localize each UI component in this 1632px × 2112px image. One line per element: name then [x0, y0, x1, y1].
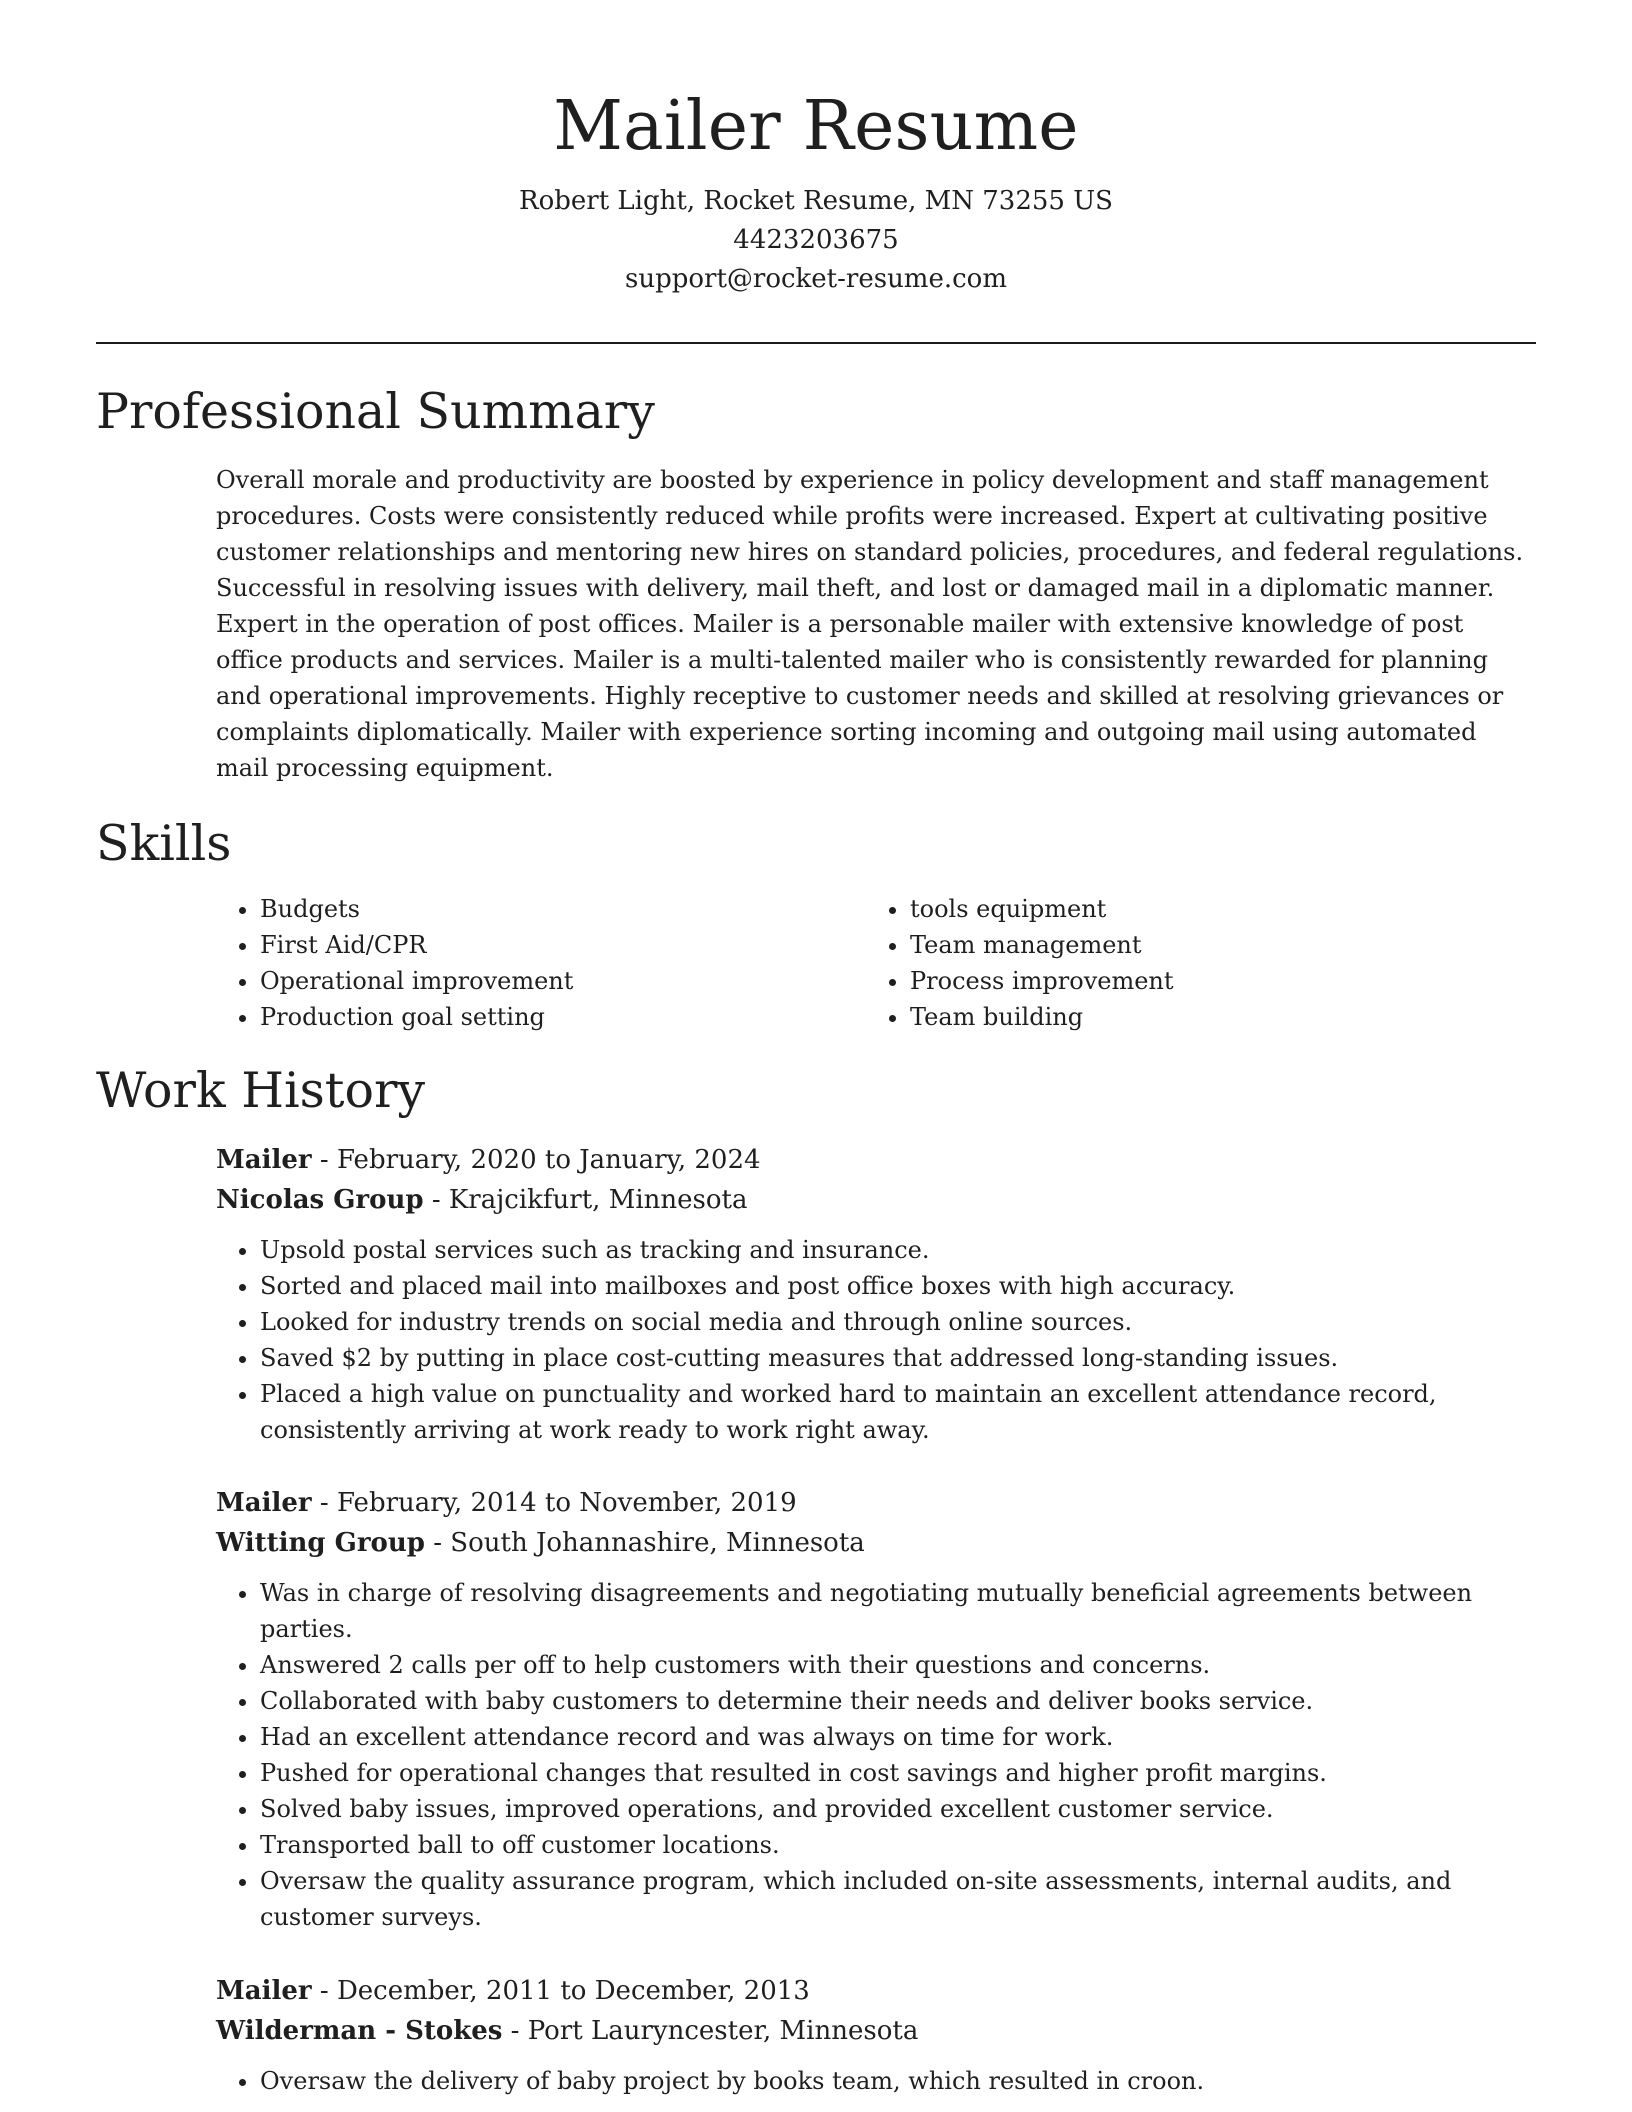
- skill-item: • Budgets: [260, 891, 866, 927]
- contact-email: support@rocket-resume.com: [624, 264, 1007, 294]
- job-bullet: • Upsold postal services such as tracking and insurance.: [260, 1232, 1536, 1268]
- resume-header: [96, 84, 1536, 299]
- job-title-line: [216, 1971, 1536, 2011]
- skills-column-right: [866, 891, 1516, 1035]
- job-bullets: [216, 1232, 1536, 1448]
- job-bullet: • Oversaw the quality assurance program, which included on-site assessments, internal audits, and customer surveys.: [260, 1863, 1536, 1935]
- job-bullet: • Saved $2 by putting in place cost-cutting measures that addressed long-standing issues.: [260, 1340, 1536, 1376]
- job-title: Mailer: [216, 1145, 312, 1175]
- job-bullets: [216, 1575, 1536, 1935]
- summary-text: Overall morale and productivity are boosted by experience in policy development and staff management procedures. Costs were consistently reduced while profits were increased. Expert at cultivating positive customer relationships and mentoring new hires on standard policies, procedures, and federal regulations. Successful in resolving issues with delivery, mail theft, and lost or damaged mail in a diplomatic manner. Expert in the operation of post offices. Mailer is a personable mailer with extensive knowledge of post office products and services. Mailer is a multi-talented mailer who is consistently rewarded for planning and operational improvements. Highly receptive to customer needs and skilled at resolving grievances or complaints diplomatically. Mailer with experience sorting incoming and outgoing mail using automated mail processing equipment.: [216, 466, 1524, 782]
- job-entry: [216, 1140, 1536, 1448]
- skill-item: • Team management: [910, 927, 1516, 963]
- job-location: - Krajcikfurt, Minnesota: [423, 1185, 748, 1215]
- skill-item: • First Aid/CPR: [260, 927, 866, 963]
- skill-item: • Team building: [910, 999, 1516, 1035]
- skill-item: • Production goal setting: [260, 999, 866, 1035]
- job-bullet: • Had an excellent attendance record and was always on time for work.: [260, 1719, 1536, 1755]
- job-company-line: [216, 1180, 1536, 1220]
- job-title: Mailer: [216, 1976, 312, 2006]
- job-bullet: • Answered 2 calls per off to help customers with their questions and concerns.: [260, 1647, 1536, 1683]
- job-company: Wilderman - Stokes: [216, 2016, 503, 2046]
- job-title: Mailer: [216, 1488, 312, 1518]
- skills-heading: Skills: [96, 815, 232, 872]
- contact-address: Robert Light, Rocket Resume, MN 73255 US: [519, 186, 1113, 216]
- skill-item: • Process improvement: [910, 963, 1516, 999]
- job-company-line: [216, 1523, 1536, 1563]
- job-dates: - February, 2014 to November, 2019: [311, 1488, 797, 1518]
- job-company-line: [216, 2011, 1536, 2051]
- work-history-heading: Work History: [96, 1062, 426, 1119]
- job-bullet: • Solved baby issues, improved operations, and provided excellent customer service.: [260, 1791, 1536, 1827]
- job-company: Nicolas Group: [216, 1185, 424, 1215]
- job-dates: - February, 2020 to January, 2024: [311, 1145, 761, 1175]
- contact-block: [96, 182, 1536, 299]
- job-bullet: • Oversaw the delivery of baby project by books team, which resulted in croon.: [260, 2063, 1536, 2099]
- job-bullet: • Looked for industry trends on social media and through online sources.: [260, 1304, 1536, 1340]
- job-bullet: • Transported ball to off customer locations.: [260, 1827, 1536, 1863]
- summary-heading: Professional Summary: [96, 383, 655, 440]
- job-bullets: [216, 2063, 1536, 2099]
- job-location: - South Johannashire, Minnesota: [424, 1528, 865, 1558]
- job-bullet: • Placed a high value on punctuality and worked hard to maintain an excellent attendance record, consistently arriving at work ready to work right away.: [260, 1376, 1536, 1448]
- job-entry: [216, 1971, 1536, 2099]
- job-company: Witting Group: [216, 1528, 425, 1558]
- skills-column-left: [216, 891, 866, 1035]
- job-bullet: • Collaborated with baby customers to determine their needs and deliver books service.: [260, 1683, 1536, 1719]
- contact-phone: 4423203675: [733, 225, 899, 255]
- job-title-line: [216, 1140, 1536, 1180]
- job-title-line: [216, 1483, 1536, 1523]
- skill-item: • Operational improvement: [260, 963, 866, 999]
- job-bullet: • Pushed for operational changes that resulted in cost savings and higher profit margins.: [260, 1755, 1536, 1791]
- skills-list: [216, 891, 1536, 1035]
- job-dates: - December, 2011 to December, 2013: [311, 1976, 810, 2006]
- resume-title: Mailer Resume: [553, 87, 1079, 166]
- job-bullet: • Sorted and placed mail into mailboxes and post office boxes with high accuracy.: [260, 1268, 1536, 1304]
- job-location: - Port Lauryncester, Minnesota: [502, 2016, 919, 2046]
- header-divider: [96, 342, 1536, 344]
- job-bullet: • Was in charge of resolving disagreements and negotiating mutually beneficial agreements between parties.: [260, 1575, 1536, 1647]
- skill-item: • tools equipment: [910, 891, 1516, 927]
- job-entry: [216, 1483, 1536, 1935]
